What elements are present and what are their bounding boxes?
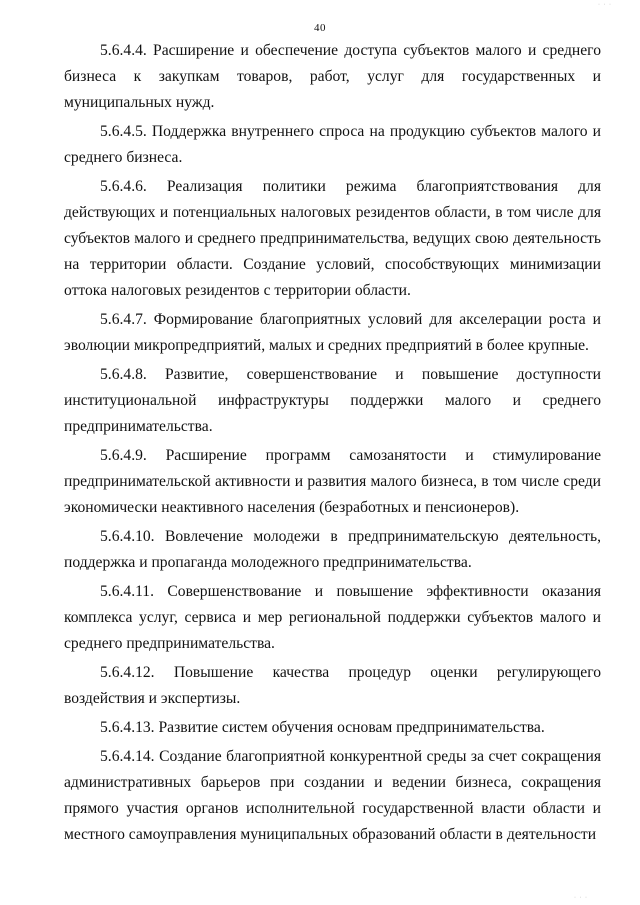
paragraph-5-6-4-8: 5.6.4.8. Развитие, совершенствование и повышение доступности институциональной инфраструктуры поддержки малого и среднего предпринимательства. [64,366,601,435]
scan-artifact-bottom: · · · [574,895,588,901]
document-body [64,38,601,851]
page-number: 40 [314,22,326,34]
paragraph-5-6-4-12: 5.6.4.12. Повышение качества процедур оценки регулирующего воздействия и экспертизы. [64,664,601,707]
paragraph-5-6-4-6: 5.6.4.6. Реализация политики режима благоприятствования для действующих и потенциальных налоговых резидентов области, в том числе для субъектов малого и среднего предпринимательства, ведущих свою деятельность на территории области. Создание условий, способствующих минимизации оттока налоговых резидентов с территории области. [64,178,601,299]
paragraph-5-6-4-9: 5.6.4.9. Расширение программ самозанятости и стимулирование предпринимательской активности и развития малого бизнеса, в том числе среди экономически неактивного населения (безработных и пенсионеров). [64,447,601,516]
paragraph-5-6-4-4: 5.6.4.4. Расширение и обеспечение доступа субъектов малого и среднего бизнеса к закупкам товаров, работ, услуг для государственных и муниципальных нужд. [64,42,601,111]
paragraph-5-6-4-14: 5.6.4.14. Создание благоприятной конкурентной среды за счет сокращения административных барьеров при создании и ведении бизнеса, сокращения прямого участия органов исполнительной государственной власти области и местного самоуправления муниципальных образований области в деятельности [64,748,601,843]
paragraph-5-6-4-11: 5.6.4.11. Совершенствование и повышение эффективности оказания комплекса услуг, сервиса и мер региональной поддержки субъектов малого и среднего предпринимательства. [64,583,601,652]
paragraph-5-6-4-5: 5.6.4.5. Поддержка внутреннего спроса на продукцию субъектов малого и среднего бизнеса. [64,123,601,166]
paragraph-5-6-4-7: 5.6.4.7. Формирование благоприятных условий для акселерации роста и эволюции микропредприятий, малых и средних предприятий в более крупные. [64,311,601,354]
scan-artifact-top: · · · [598,2,612,8]
paragraph-5-6-4-10: 5.6.4.10. Вовлечение молодежи в предпринимательскую деятельность, поддержка и пропаганда молодежного предпринимательства. [64,528,601,571]
paragraph-5-6-4-13: 5.6.4.13. Развитие систем обучения основам предпринимательства. [100,719,545,736]
